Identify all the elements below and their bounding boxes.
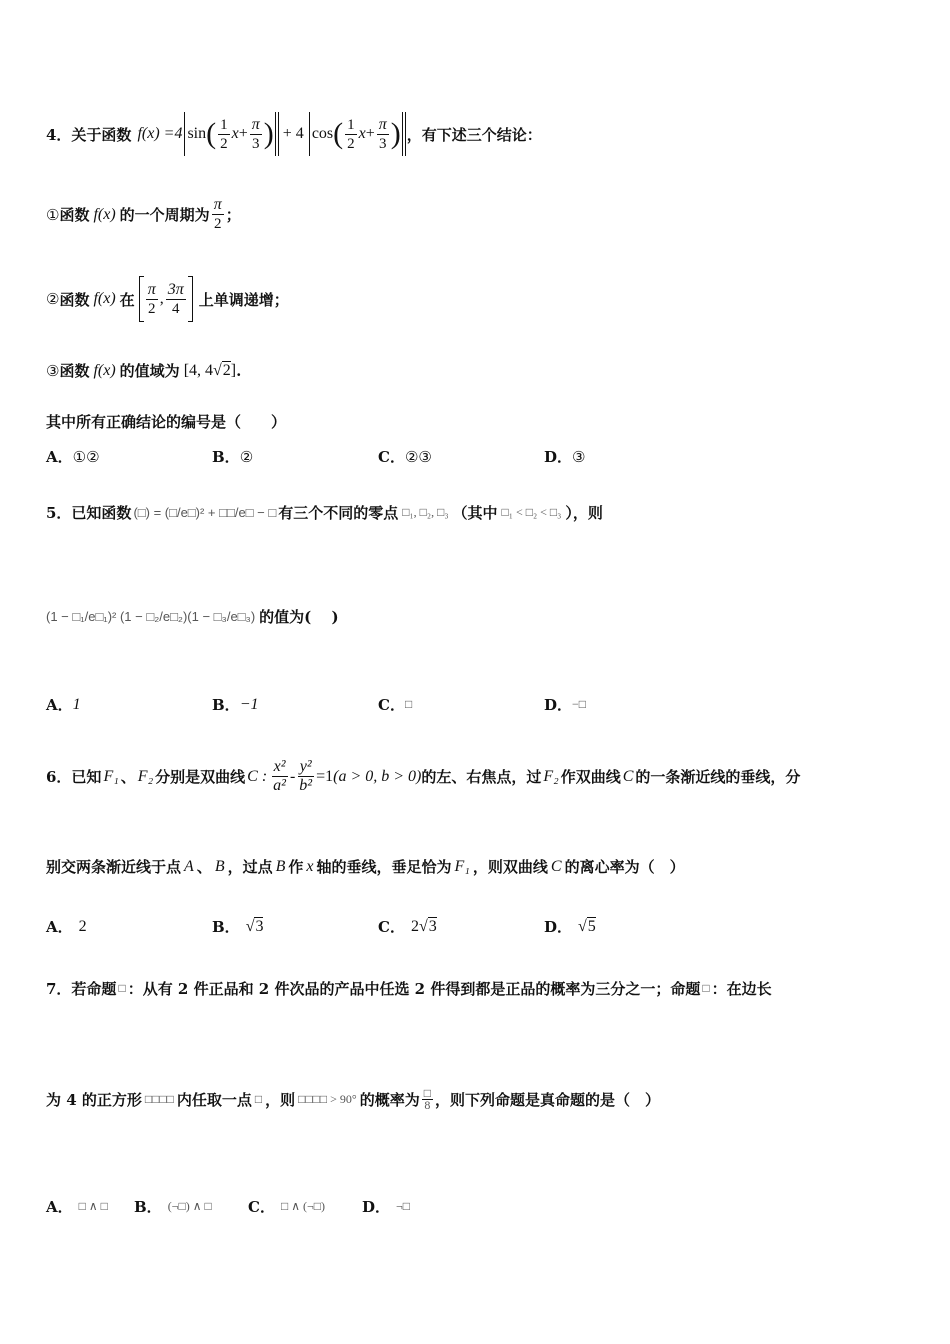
q6-option-b[interactable]: B． √ 3 [212,917,264,936]
q4-fx: f(x) =4 [137,125,183,142]
sin-text: sin [187,125,207,142]
q5-option-a[interactable]: A． 1 [46,695,81,714]
q5-expr-image: (1 − □₁/e□₁)² (1 − □₂/e□₂)(1 − □₃/e□₃) [46,609,256,624]
q7-option-d[interactable]: D． ¬□ [362,1198,411,1216]
q4-option-d[interactable]: D． ③ [544,447,586,466]
q4-option-b[interactable]: B． ② [212,447,254,466]
q7-option-a[interactable]: A． □ ∧ □ [46,1198,108,1216]
q7-stem-line-2: 为 4 的正方形 □□□□ 内任取一点 □ ，则 □□□□ > 90° 的概率为 $\frac{□}{8}$ ，则下列命题是真命题的是（ ） [46,1086,661,1112]
q6-stem-line-1: 6．已知 F₁ 、 F₂ 分别是双曲线 C : $\frac{\text{x²}}{\text{a²}}$ - $\frac{\text{y²}}{\text{b²}}$ =1 (a > 0, b > 0) 的左、右焦点，过 F₂ 作双曲线 C 的一条渐近线的垂线，分 [46,758,801,794]
q5-option-d[interactable]: D． −□ [544,696,587,714]
q6-stem-line-2: 别交两条渐近线于点 A 、 B ，过点 B 作 x 轴的垂线，垂足恰为 F₁ ，则双曲线 C 的离心率为（ ） [46,857,685,876]
q4-option-a[interactable]: A． ①② [46,447,100,466]
q4-lead: 4．关于函数 [46,125,132,144]
q4-option-c[interactable]: C． ②③ [378,447,432,466]
q6-option-c[interactable]: C． 2 √ 3 [378,917,437,936]
pi-third-frac: $\frac{\pi}{3}$ [251,115,260,152]
q4-stem: 4．关于函数 f(x) =4 sin ( $\frac{1}{2}$ x + $\frac{\pi}{3}$ ) + 4 cos ( $\frac{1}{2}$ x + $\frac{\pi}{3}$ ) ，有下述三个结论： [46,112,910,156]
abs-bar [184,112,185,156]
q7-option-c[interactable]: C． □ ∧ (¬□) [248,1198,325,1216]
q6-option-a[interactable]: A． 2 [46,917,87,936]
q5-stem: 5．已知函数 (□) = (□/e□)² + □□/e□ − □ 有三个不同的零点 □₁, □₂, □₃ （其中 □₁ < □₂ < □₃ ），则 [46,504,603,522]
q4-claim-1: ① 函数 f(x) 的一个周期为 $\frac{\pi}{2}$ ； [46,196,241,232]
q6-option-d[interactable]: D． √ 5 [544,917,596,936]
half-frac: $\frac{1}{2}$ [220,116,228,152]
q4-question: 其中所有正确结论的编号是（ ） [46,413,287,431]
q4-claim-3: ③ 函数 f(x) 的值域为 [4, 4 √ 2 ] . [46,361,242,380]
q5-option-b[interactable]: B． −1 [212,695,259,714]
q4-tail: ，有下述三个结论： [406,125,542,144]
q5-option-c[interactable]: C． □ [378,696,413,714]
q7-option-b[interactable]: B． (¬□) ∧ □ [134,1198,212,1216]
q5-equation-image: (□) = (□/e□)² + □□/e□ − □ [133,505,277,520]
q7-stem-line-1: 7．若命题 □ ：从有 2 件正品和 2 件次品的产品中任选 2 件得到都是正品的概率为三分之一；命题 □ ：在边长 [46,980,772,998]
q5-expression: (1 − □₁/e□₁)² (1 − □₂/e□₂)(1 − □₃/e□₃) 的值为( ) [46,608,339,626]
q4-claim-2: ② 函数 f(x) 在 $\frac{\pi}{2}$ , $\frac{3\pi}{4}$ 上单调递增； [46,276,910,322]
cos-text: cos [311,125,334,142]
